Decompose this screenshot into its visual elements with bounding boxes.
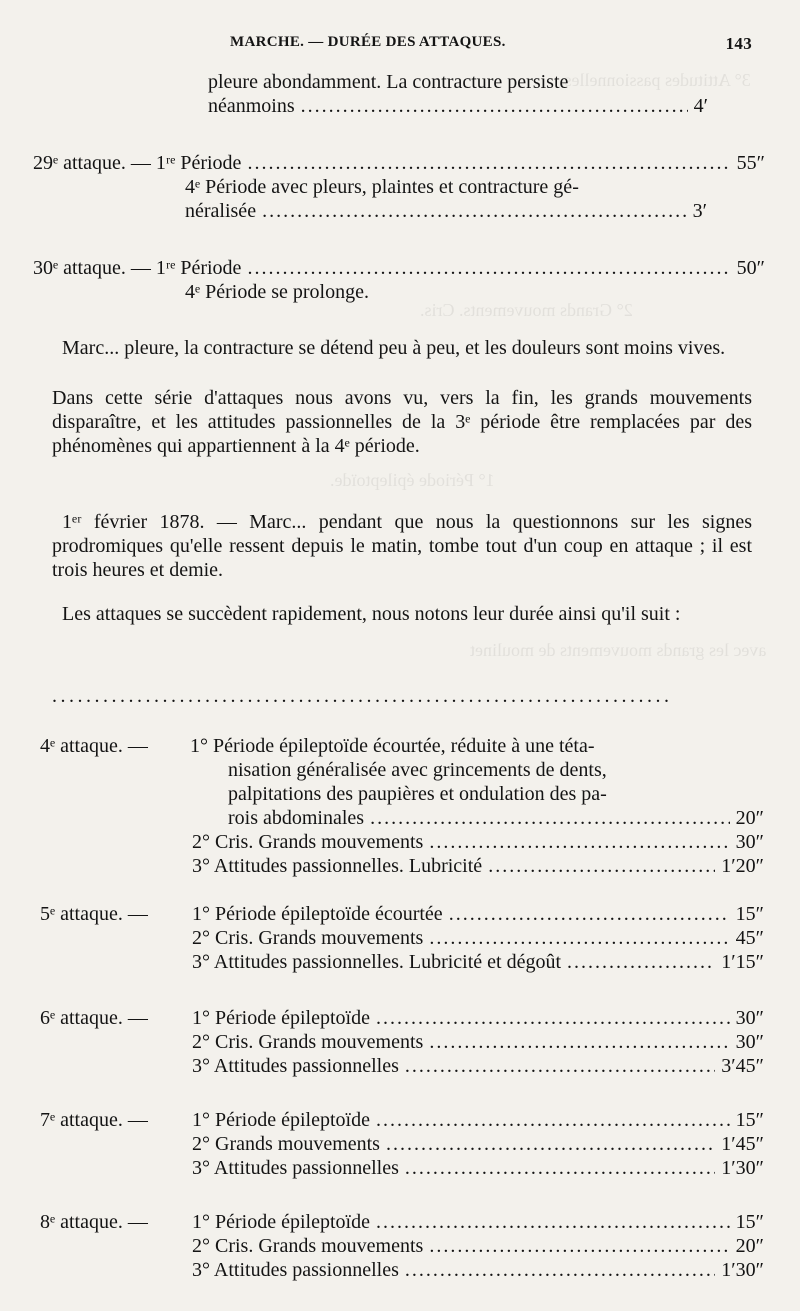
duration-line: 1° Période épileptoïde écourtée ..... 15″ (192, 902, 764, 926)
text-line: nisation généralisée avec grincements de dents, (228, 759, 607, 781)
leader-dots (405, 1258, 715, 1282)
duration-line: néralisée ..... 3′ (185, 199, 707, 223)
duration-line: 3° Attitudes passionnelles. Lubricité ..... 1′20″ (192, 854, 764, 878)
leader-dots (247, 151, 730, 175)
attack-label: 4ᵉ attaque. — (40, 735, 148, 757)
text-line: 4ᵉ Période se prolonge. (185, 281, 369, 303)
paragraph: 1ᵉʳ février 1878. — Marc... pendant que nous la questionnons sur les signes prodromiques qu'elle ressent depuis le matin, tombe tout d'un coup en attaque ; il est trois heures et demie. (52, 511, 752, 581)
attack-29-line: 29ᵉ attaque. — 1ʳᵉ Période ..... 55″ (33, 151, 765, 175)
attack-30-line: 30ᵉ attaque. — 1ʳᵉ Période ..... 50″ (33, 256, 765, 280)
leader-dots (370, 806, 730, 830)
duration-line: 1° Période épileptoïde ..... 15″ (192, 1108, 764, 1132)
leader-dots (386, 1132, 715, 1156)
leader-dots (376, 1006, 730, 1030)
duration-line: 3° Attitudes passionnelles ..... 1′30″ (192, 1258, 764, 1282)
leader-dots (488, 854, 715, 878)
page-number: 143 (725, 34, 752, 53)
leader-dots (567, 950, 715, 974)
leader-dots (449, 902, 730, 926)
paragraph: Marc... pleure, la contracture se détend peu à peu, et les douleurs sont moins vives. (62, 337, 726, 359)
bleed-through: 3° Attitudes passionnelles. (560, 70, 751, 90)
attack-label: 8ᵉ attaque. — (40, 1211, 148, 1233)
running-head: MARCHE. — DURÉE DES ATTAQUES. (230, 34, 506, 50)
attack-label: 5ᵉ attaque. — (40, 903, 148, 925)
leader-dots (405, 1156, 715, 1180)
attack-label: 7ᵉ attaque. — (40, 1109, 148, 1131)
leader-dots (429, 1234, 729, 1258)
paragraph: Dans cette série d'attaques nous avons vu, vers la fin, les grands mouvements disparaître, et les attitudes passionnelles de la 3ᵉ période être remplacées par des phénomènes qui appartiennent à la 4ᵉ période. (52, 387, 752, 457)
ellipsis-separator (52, 684, 668, 708)
duration-line: rois abdominales ..... 20″ (228, 806, 764, 830)
leader-dots (301, 94, 688, 118)
duration-line: 2° Cris. Grands mouvements ..... 30″ (192, 830, 764, 854)
leader-dots (429, 926, 729, 950)
duration-line: 2° Cris. Grands mouvements ..... 45″ (192, 926, 764, 950)
bleed-through: 2° Grands mouvements. Cris. (420, 300, 633, 320)
duration-line: 3° Attitudes passionnelles. Lubricité et dégoût ..... 1′15″ (192, 950, 764, 974)
page-header (0, 30, 800, 58)
leader-dots (429, 1030, 729, 1054)
leader-dots (376, 1108, 730, 1132)
text-line: 1° Période épileptoïde écourtée, réduite à une téta- (190, 735, 595, 757)
leader-dots (376, 1210, 730, 1234)
text-line: palpitations des paupières et ondulation des pa- (228, 783, 607, 805)
leader-dots (262, 199, 687, 223)
duration-line: 2° Cris. Grands mouvements ..... 30″ (192, 1030, 764, 1054)
duration-line: 3° Attitudes passionnelles ..... 1′30″ (192, 1156, 764, 1180)
duration-line: 2° Grands mouvements ..... 1′45″ (192, 1132, 764, 1156)
attack-label: 6ᵉ attaque. — (40, 1007, 148, 1029)
duration-line: 3° Attitudes passionnelles ..... 3′45″ (192, 1054, 764, 1078)
bleed-through: 1° Période épileptoïde. (330, 470, 495, 490)
duration-line: néanmoins ..... 4′ (208, 94, 708, 118)
duration-line: 2° Cris. Grands mouvements ..... 20″ (192, 1234, 764, 1258)
leader-dots (429, 830, 729, 854)
paragraph: Les attaques se succèdent rapidement, nous notons leur durée ainsi qu'il suit : (62, 603, 681, 625)
leader-dots (247, 256, 730, 280)
duration-value: 4′ (693, 95, 708, 117)
text-line: 4ᵉ Période avec pleurs, plaintes et contracture gé- (185, 176, 579, 198)
duration-line: 1° Période épileptoïde ..... 30″ (192, 1006, 764, 1030)
duration-line: 1° Période épileptoïde ..... 15″ (192, 1210, 764, 1234)
text-line: pleure abondamment. La contracture persiste (208, 71, 569, 93)
bleed-through: avec les grands mouvements de moulinet (470, 640, 767, 660)
leader-dots (405, 1054, 715, 1078)
